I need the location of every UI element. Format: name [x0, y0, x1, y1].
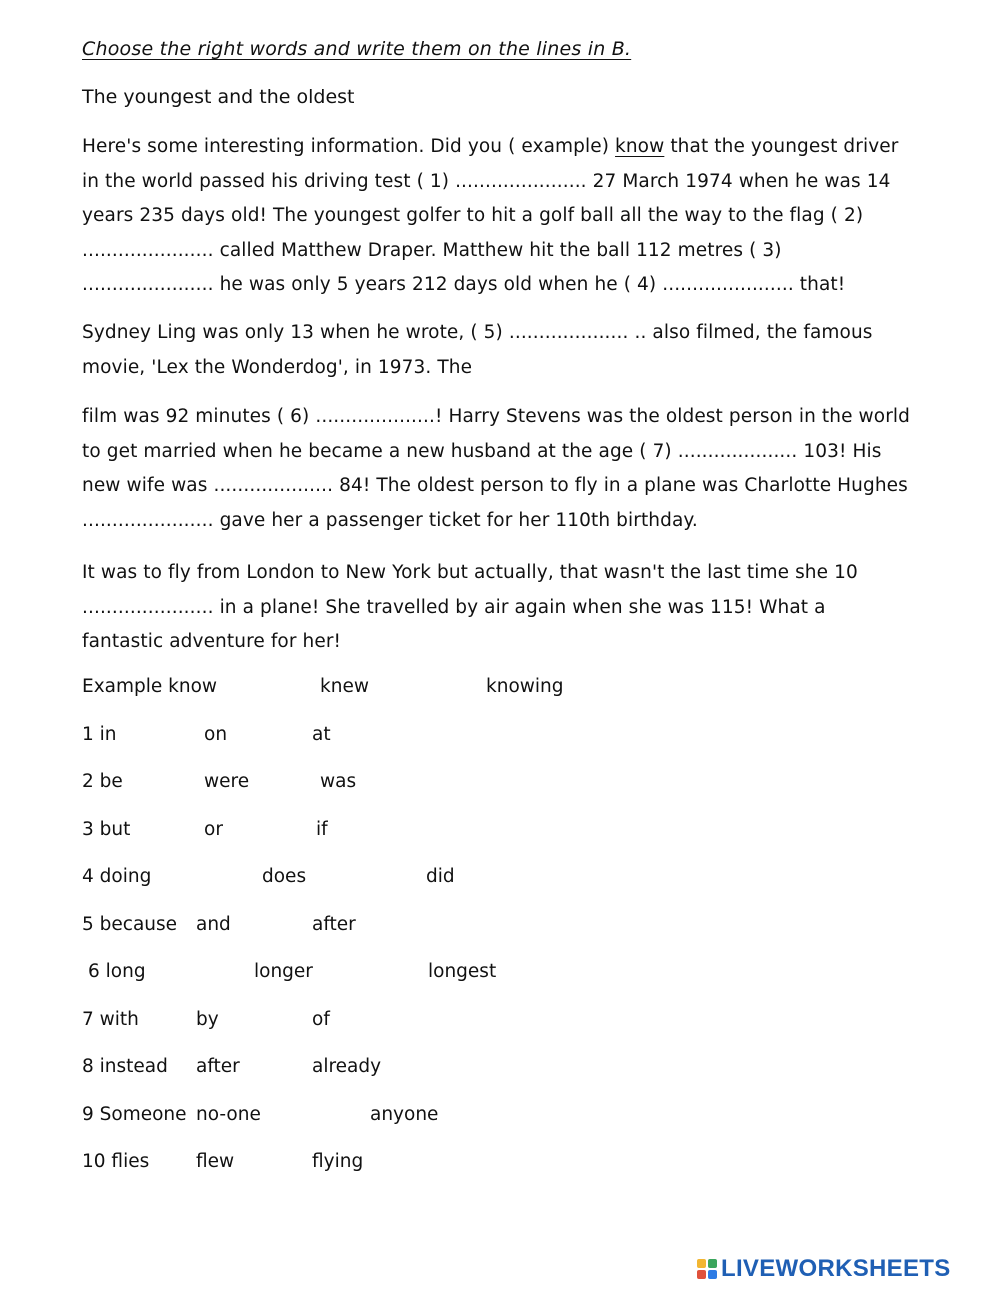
option-choice[interactable]: knew — [320, 676, 369, 697]
option-choice[interactable]: 10 flies — [82, 1151, 150, 1172]
option-choice[interactable]: or — [204, 818, 223, 840]
option-choice[interactable]: of — [312, 1008, 330, 1030]
option-choice[interactable]: 7 with — [82, 1008, 139, 1030]
text-segment: Sydney Ling was only 13 when he wrote, — [82, 322, 465, 343]
option-choice[interactable]: by — [196, 1008, 219, 1030]
option-choice[interactable]: 5 because — [82, 913, 178, 935]
text-segment: 84! The oldest person to fly in a plane was Charlotte Hughes — [339, 475, 908, 496]
paragraph-4 — [82, 556, 912, 660]
option-choice[interactable]: flew — [196, 1151, 235, 1172]
logo-blocks-icon — [697, 1259, 717, 1279]
example-answer: know — [615, 136, 665, 157]
option-choice[interactable]: does — [262, 866, 307, 887]
option-row-7 — [82, 1009, 782, 1057]
option-choice[interactable]: anyone — [370, 1103, 439, 1125]
answer-blank-10[interactable]: ...................... — [82, 596, 214, 618]
answer-blank-8[interactable]: .................... — [213, 475, 334, 496]
answer-blank-7[interactable]: .................... — [677, 440, 798, 462]
option-row-3 — [82, 819, 782, 867]
text-segment: It was to fly from London to New York but actually, that wasn't the last time she 10 — [82, 562, 858, 583]
option-choice[interactable]: 6 long — [88, 961, 146, 982]
option-choice[interactable]: no-one — [196, 1103, 261, 1125]
gap-marker-2: ( 2) — [830, 205, 864, 226]
paragraph-2 — [82, 316, 912, 385]
text-segment: that! — [799, 274, 846, 295]
text-segment: Here's some interesting information. Did you — [82, 136, 503, 157]
option-row-8 — [82, 1056, 782, 1104]
answer-blank-9[interactable]: ...................... — [82, 509, 214, 531]
liveworksheets-logo — [697, 1255, 951, 1283]
text-segment: .. also filmed, the famous movie, 'Lex the Wonderdog', in 1973. The — [82, 322, 873, 378]
option-choice[interactable]: already — [312, 1056, 382, 1077]
option-choice[interactable]: 9 Someone — [82, 1103, 187, 1125]
option-choice[interactable]: knowing — [486, 676, 564, 697]
answer-options-list — [82, 676, 782, 1199]
option-label: Example know — [82, 676, 218, 697]
option-choice[interactable]: if — [316, 818, 328, 840]
answer-blank-1[interactable]: ...................... — [455, 170, 587, 192]
option-choice[interactable]: after — [312, 913, 356, 935]
text-segment: he was only 5 years 212 days old when he — [219, 274, 618, 295]
option-choice[interactable]: was — [320, 771, 357, 792]
option-row-example — [82, 676, 782, 724]
text-title: The youngest and the oldest — [82, 86, 355, 108]
text-segment: film was 92 minutes — [82, 406, 271, 427]
text-segment: ! Harry Stevens was the oldest person in the world to get married when he became a new husband at the age — [82, 406, 910, 462]
option-row-4 — [82, 866, 782, 914]
option-choice[interactable]: did — [426, 866, 455, 887]
option-choice[interactable]: 3 but — [82, 818, 131, 840]
gap-marker-6: ( 6) — [276, 406, 310, 427]
text-segment: gave her a passenger ticket for her 110th birthday. — [219, 509, 698, 531]
option-row-9 — [82, 1104, 782, 1152]
logo-text: LIVEWORKSHEETS — [721, 1255, 951, 1282]
answer-blank-2[interactable]: ...................... — [82, 239, 214, 261]
answer-blank-4[interactable]: ...................... — [662, 274, 794, 295]
option-choice[interactable]: on — [204, 723, 228, 745]
option-row-2 — [82, 771, 782, 819]
gap-marker-1: ( 1) — [416, 170, 450, 192]
option-choice[interactable]: longer — [254, 961, 313, 982]
option-choice[interactable]: and — [196, 913, 231, 935]
option-choice[interactable]: at — [312, 723, 331, 745]
gap-marker-7: ( 7) — [639, 440, 672, 462]
paragraph-3 — [82, 400, 912, 538]
answer-blank-5[interactable]: .................... — [508, 322, 629, 343]
text-segment: called Matthew Draper. Matthew hit the ball 112 metres — [219, 239, 744, 261]
gap-marker-example: ( example) — [508, 136, 610, 157]
option-choice[interactable]: after — [196, 1056, 240, 1077]
option-row-5 — [82, 914, 782, 962]
gap-marker-4: ( 4) — [623, 274, 657, 295]
instruction-heading: Choose the right words and write them on the lines in B. — [82, 38, 632, 60]
option-choice[interactable]: 8 instead — [82, 1056, 168, 1077]
gap-marker-3: ( 3) — [749, 239, 782, 261]
option-choice[interactable]: 2 be — [82, 771, 123, 792]
option-choice[interactable]: were — [204, 771, 250, 792]
gap-marker-5: ( 5) — [470, 322, 503, 343]
option-row-6 — [82, 961, 782, 1009]
text-segment: 103! His new wife was — [82, 440, 882, 496]
text-segment: 27 March 1974 when he was 14 years 235 days old! The youngest golfer to hit a golf ball all the way to the flag — [82, 170, 891, 226]
option-choice[interactable]: 1 in — [82, 723, 117, 745]
paragraph-1 — [82, 130, 912, 303]
text-segment: that the youngest driver in the world passed his driving test — [82, 136, 899, 192]
option-choice[interactable]: longest — [428, 961, 497, 982]
option-row-10 — [82, 1151, 782, 1199]
answer-blank-6[interactable]: .................... — [315, 406, 435, 427]
text-segment: in a plane! She travelled by air again when she was 115! What a fantastic adventure for her! — [82, 596, 826, 652]
option-choice[interactable]: 4 doing — [82, 866, 152, 887]
option-row-1 — [82, 724, 782, 772]
option-choice[interactable]: flying — [312, 1151, 364, 1172]
answer-blank-3[interactable]: ...................... — [82, 274, 214, 295]
